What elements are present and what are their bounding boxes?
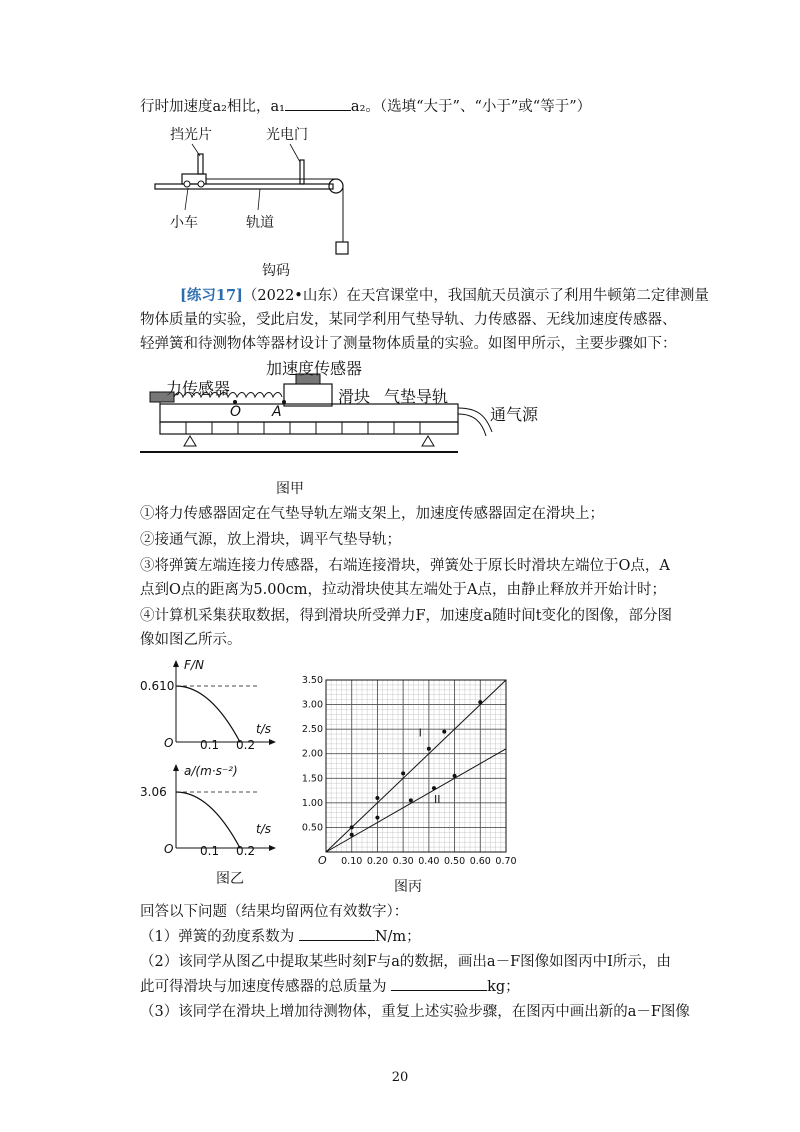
step-3b: 点到O点的距离为5.00cm，拉动滑块使其左端处于A点，由静止释放并开始计时； <box>140 582 667 598</box>
question-1 <box>140 926 421 947</box>
yi-bottom-tick2: 0.2 <box>236 844 256 858</box>
yi-bottom-origin: O <box>164 842 174 856</box>
x-tick-label: 0.50 <box>443 856 466 867</box>
label-point-O: O <box>230 404 242 420</box>
caption-jia: 图甲 <box>276 481 304 497</box>
step-4a: ④计算机采集获取数据，得到滑块所受弹力F，加速度a随时间t变化的图像，部分图 <box>140 608 673 624</box>
q1-prefix: （1）弹簧的劲度系数为 <box>140 929 295 945</box>
data-point-II <box>432 786 436 790</box>
data-point-II <box>453 774 457 778</box>
yi-top-ylabel: F/N <box>184 658 204 672</box>
y-tick-label: 3.00 <box>301 699 323 711</box>
top-line <box>140 96 591 117</box>
top-line-prefix: 行时加速度a₂相比，a₁ <box>140 99 285 115</box>
label-accel-sensor: 加速度传感器 <box>266 359 363 378</box>
top-line-suffix: a₂。（选填“大于”、“小于”或“等于”） <box>350 99 592 115</box>
step-1: ①将力传感器固定在气垫导轨左端支架上，加速度传感器固定在滑块上； <box>140 506 604 522</box>
label-flag: 挡光片 <box>170 127 212 143</box>
yi-top-xlabel: t/s <box>256 722 271 736</box>
question-2b <box>140 976 520 997</box>
label-air-source: 通气源 <box>490 405 539 424</box>
x-tick-label: 0.30 <box>392 856 414 867</box>
x-tick-label: 0.70 <box>495 856 517 867</box>
problem-line-3: 轻弹簧和待测物体等器材设计了测量物体质量的实验。如图甲所示，主要步骤如下： <box>140 336 677 352</box>
caption-bing: 图丙 <box>394 879 422 895</box>
yi-bottom-ylabel: a/(m·s⁻²) <box>184 764 238 778</box>
series-label-II: II <box>434 792 441 806</box>
label-slider: 滑块 <box>338 387 371 406</box>
data-point-I <box>478 700 482 704</box>
problem-line-2: 物体质量的实验，受此启发，某同学利用气垫导轨、力传感器、无线加速度传感器、 <box>140 312 677 328</box>
yi-top-tick1: 0.1 <box>200 738 220 752</box>
x-tick-label: 0.20 <box>366 856 389 867</box>
data-point-I <box>442 730 446 734</box>
problem-line-1 <box>180 286 709 306</box>
data-point-II <box>350 833 354 837</box>
label-photogate: 光电门 <box>266 127 308 143</box>
q2-prefix: 此可得滑块与加速度传感器的总质量为 <box>140 979 387 995</box>
a-F-chart <box>290 672 520 872</box>
data-point-I <box>427 747 431 751</box>
y-tick-label: 1.00 <box>301 797 323 809</box>
data-point-I <box>375 796 379 800</box>
question-3: （3）该同学在滑块上增加待测物体，重复上述实验步骤，在图丙中画出新的a－F图像 <box>140 1004 690 1020</box>
yi-bottom-tick1: 0.1 <box>200 844 220 858</box>
yi-top-value: 0.610 <box>140 679 175 693</box>
answer-blank <box>285 96 351 111</box>
x-tick-label: 0.40 <box>418 856 440 867</box>
problem-line1-text: （2022•山东）在天宫课堂中，我国航天员演示了利用牛顿第二定律测量 <box>242 288 709 304</box>
q2-answer-blank <box>391 976 487 991</box>
step-3a: ③将弹簧左端连接力传感器，右端连接滑块，弹簧处于原长时滑块左端位于O点，A <box>140 558 670 574</box>
label-cart: 小车 <box>170 215 198 231</box>
y-tick-label: 3.50 <box>301 675 323 686</box>
x-tick-label: 0.60 <box>469 856 491 867</box>
series-label-I: I <box>418 726 422 740</box>
q1-suffix: N/m； <box>374 929 421 945</box>
caption-yi: 图乙 <box>216 871 244 887</box>
origin-label: O <box>318 854 327 867</box>
data-point-I <box>350 825 354 829</box>
data-point-I <box>401 771 405 775</box>
label-weight: 钩码 <box>262 263 290 279</box>
yi-bottom-value: 3.06 <box>140 785 167 799</box>
label-track: 轨道 <box>246 215 274 231</box>
figure-bing <box>290 672 520 872</box>
q1-answer-blank <box>299 926 375 941</box>
page-number: 20 <box>391 1070 409 1085</box>
data-point-II <box>375 816 379 820</box>
series-line-II <box>326 749 506 852</box>
y-tick-label: 2.00 <box>301 748 323 760</box>
label-point-A: A <box>272 404 282 420</box>
step-4b: 像如图乙所示。 <box>140 632 242 648</box>
yi-top-origin: O <box>164 736 174 750</box>
yi-bottom-xlabel: t/s <box>256 822 271 836</box>
q2-suffix: kg； <box>487 979 520 995</box>
step-2: ②接通气源，放上滑块，调平气垫导轨； <box>140 532 401 548</box>
problem-number: [练习17] <box>180 287 243 304</box>
data-point-II <box>409 798 413 802</box>
y-tick-label: 2.50 <box>301 724 323 736</box>
questions-intro: 回答以下问题（结果均留两位有效数字）： <box>140 904 409 920</box>
x-tick-label: 0.10 <box>341 856 363 867</box>
y-tick-label: 1.50 <box>301 773 323 785</box>
yi-top-tick2: 0.2 <box>236 738 256 752</box>
label-force-sensor: 力传感器 <box>166 379 231 398</box>
label-air-track: 气垫导轨 <box>384 387 449 406</box>
question-2a: （2）该同学从图乙中提取某些时刻F与a的数据，画出a－F图像如图丙中I所示，由 <box>140 954 671 970</box>
y-tick-label: 0.50 <box>301 822 323 834</box>
